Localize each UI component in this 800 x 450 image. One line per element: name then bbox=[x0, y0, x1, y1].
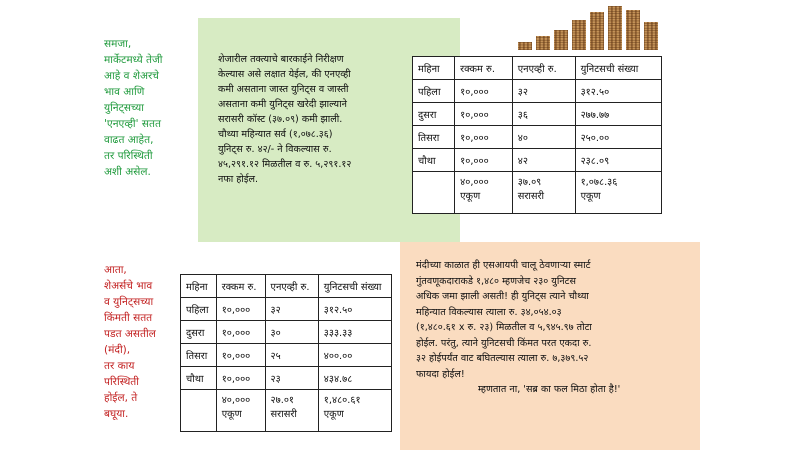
cell-month: तिसरा bbox=[181, 344, 217, 367]
closing-proverb: म्हणतात ना, 'सब्र का फल मिठा होता है!' bbox=[478, 384, 621, 395]
header-nav: एनएव्ही रु. bbox=[512, 57, 575, 80]
cell-amount: १०,००० bbox=[216, 321, 265, 344]
header-units: युनिटसची संख्या bbox=[318, 275, 391, 298]
top-explanation-text bbox=[218, 52, 406, 187]
cell-amount: १०,००० bbox=[455, 80, 513, 103]
header-amount: रक्कम रु. bbox=[455, 57, 513, 80]
total-amount-label: एकूण bbox=[221, 409, 242, 420]
cell-amount: १०,००० bbox=[216, 298, 265, 321]
table-total-row bbox=[181, 390, 392, 432]
cell-units: २५०.०० bbox=[575, 126, 661, 149]
top-note-line: मार्केटमध्ये तेजी bbox=[104, 54, 163, 66]
top-explanation-line: कमी असताना जास्त युनिट्स व जास्ती bbox=[218, 84, 349, 95]
cell-nav: ४२ bbox=[512, 149, 575, 172]
cell-nav: ३२ bbox=[512, 80, 575, 103]
table-header-row bbox=[413, 57, 662, 80]
cell-units: ३१२.५० bbox=[318, 298, 391, 321]
top-side-note bbox=[104, 36, 196, 180]
cell-units: ४३४.७८ bbox=[318, 367, 391, 390]
top-note-line: 'एनएव्ही' सतत bbox=[104, 118, 161, 130]
cell-month: दुसरा bbox=[181, 321, 217, 344]
bottom-note-line: पडत असतील bbox=[104, 328, 156, 340]
total-amount-value: ४०,००० bbox=[221, 395, 251, 406]
bottom-note-line: शेअर्सचे भाव bbox=[104, 280, 153, 292]
total-units bbox=[318, 390, 391, 432]
table-row bbox=[181, 344, 392, 367]
total-nav-value: ३७.०९ bbox=[517, 177, 542, 188]
top-explanation-line: नफा होईल. bbox=[218, 174, 259, 185]
top-note-line: युनिट्सच्या bbox=[104, 102, 144, 114]
cell-amount: १०,००० bbox=[455, 103, 513, 126]
total-nav-value: २७.०१ bbox=[270, 395, 295, 406]
total-month bbox=[181, 390, 217, 432]
total-nav bbox=[265, 390, 318, 432]
cell-month: पहिला bbox=[181, 298, 217, 321]
cell-amount: १०,००० bbox=[216, 344, 265, 367]
bottom-explanation-line: महिन्यात विकल्यास त्याला रु. ३४,०५४.०३ bbox=[416, 306, 562, 318]
top-explanation-line: असताना कमी युनिट्स खरेदी झाल्याने bbox=[218, 99, 347, 110]
table-row bbox=[413, 103, 662, 126]
top-note-line: समजा, bbox=[104, 38, 132, 50]
top-explanation-line: शेजारील तक्त्याचे बारकाईने निरीक्षण bbox=[218, 54, 344, 65]
cell-month: तिसरा bbox=[413, 126, 455, 149]
bottom-explanation-line: होईल. परंतु, त्याने युनिटसची किंमत परत एकदा रु. bbox=[416, 337, 592, 349]
cell-nav: ३० bbox=[265, 321, 318, 344]
cell-amount: १०,००० bbox=[216, 367, 265, 390]
table-total-row bbox=[413, 172, 662, 214]
top-explanation-line: चौथ्या महिन्यात सर्व (१,०७८.३६) bbox=[218, 129, 333, 140]
top-explanation-line: सरासरी कॉस्ट (३७.०९) कमी झाली. bbox=[218, 114, 343, 125]
total-units-label: एकूण bbox=[323, 409, 344, 420]
bottom-explanation-line: ३२ होईपर्यंत वाट बघितल्यास त्याला रु. ७,३७९.५२ bbox=[416, 353, 589, 364]
bottom-note-line: होईल, ते bbox=[104, 392, 138, 404]
bottom-explanation-line: मंदीच्या काळात ही एसआयपी चालू ठेवणाऱ्या स्मार्ट bbox=[416, 260, 591, 271]
top-note-line: आहे व शेअरचे bbox=[104, 70, 159, 82]
cell-amount: १०,००० bbox=[455, 126, 513, 149]
table-row bbox=[413, 149, 662, 172]
cell-units: ३१२.५० bbox=[575, 80, 661, 103]
coin-stacks-icon bbox=[512, 2, 662, 50]
cell-units: ३३३.३३ bbox=[318, 321, 391, 344]
cell-amount: १०,००० bbox=[455, 149, 513, 172]
bottom-side-note bbox=[104, 262, 174, 422]
total-nav bbox=[512, 172, 575, 214]
table-row bbox=[413, 126, 662, 149]
bottom-explanation-text bbox=[416, 258, 686, 398]
total-nav-label: सरासरी bbox=[517, 191, 545, 202]
cell-nav: ३२ bbox=[265, 298, 318, 321]
total-nav-label: सरासरी bbox=[270, 409, 297, 420]
bottom-note-line: व युनिट्सच्या bbox=[104, 296, 154, 308]
table-row bbox=[181, 321, 392, 344]
header-month: महिना bbox=[181, 275, 217, 298]
top-explanation-line: युनिट्स रु. ४२/- ने विकल्यास रु. bbox=[218, 144, 332, 155]
bottom-note-line: तर काय bbox=[104, 360, 135, 372]
cell-month: चौथा bbox=[181, 367, 217, 390]
header-nav: एनएव्ही रु. bbox=[265, 275, 318, 298]
bottom-explanation-line: (१,४८०.६१ x रु. २३) मिळतील व ५,९४५.९७ तोटा bbox=[416, 322, 592, 333]
table-header-row bbox=[181, 275, 392, 298]
total-month bbox=[413, 172, 455, 214]
bottom-note-line: बघूया. bbox=[104, 408, 129, 420]
bottom-sip-table bbox=[180, 274, 392, 432]
table-row bbox=[181, 367, 392, 390]
total-amount bbox=[455, 172, 513, 214]
bottom-note-line: (मंदी), bbox=[104, 344, 131, 356]
header-month: महिना bbox=[413, 57, 455, 80]
total-units-label: एकूण bbox=[580, 191, 601, 202]
bottom-note-line: परिस्थिती bbox=[104, 376, 139, 388]
cell-month: दुसरा bbox=[413, 103, 455, 126]
top-explanation-line: केल्यास असे लक्षात येईल, की एनएव्ही bbox=[218, 69, 351, 80]
cell-month: पहिला bbox=[413, 80, 455, 103]
top-note-line: तर परिस्थिती bbox=[104, 150, 153, 162]
top-sip-table bbox=[412, 56, 662, 214]
total-units-value: १,०७८.३६ bbox=[580, 177, 618, 188]
top-note-line: अशी असेल. bbox=[104, 166, 151, 178]
total-units-value: १,४८०.६१ bbox=[323, 395, 361, 406]
table-row bbox=[413, 80, 662, 103]
bottom-note-line: किंमती सतत bbox=[104, 312, 153, 324]
header-units: युनिटसची संख्या bbox=[575, 57, 661, 80]
cell-nav: ४० bbox=[512, 126, 575, 149]
cell-nav: २५ bbox=[265, 344, 318, 367]
total-amount-value: ४०,००० bbox=[460, 177, 489, 188]
cell-nav: ३६ bbox=[512, 103, 575, 126]
bottom-explanation-line: गुंतवणूकदाराकडे १,४८० म्हणजेच २३० युनिटस bbox=[416, 275, 576, 287]
total-amount bbox=[216, 390, 265, 432]
total-amount-label: एकूण bbox=[460, 191, 481, 202]
cell-nav: २३ bbox=[265, 367, 318, 390]
bottom-explanation-line: फायदा होईल! bbox=[416, 368, 465, 380]
top-note-line: भाव आणि bbox=[104, 86, 145, 98]
table-row bbox=[181, 298, 392, 321]
cell-month: चौथा bbox=[413, 149, 455, 172]
top-note-line: वाढत आहेत, bbox=[104, 134, 154, 146]
cell-units: २३८.०९ bbox=[575, 149, 661, 172]
bottom-explanation-line: अधिक जमा झाली असती! ही युनिट्स त्याने चौथ्या bbox=[416, 291, 589, 302]
cell-units: ४००.०० bbox=[318, 344, 391, 367]
bottom-note-line: आता, bbox=[104, 264, 127, 276]
cell-units: २७७.७७ bbox=[575, 103, 661, 126]
top-explanation-line: ४५,२९१.१२ मिळतील व रु. ५,२९१.१२ bbox=[218, 159, 352, 170]
header-amount: रक्कम रु. bbox=[216, 275, 265, 298]
total-units bbox=[575, 172, 661, 214]
